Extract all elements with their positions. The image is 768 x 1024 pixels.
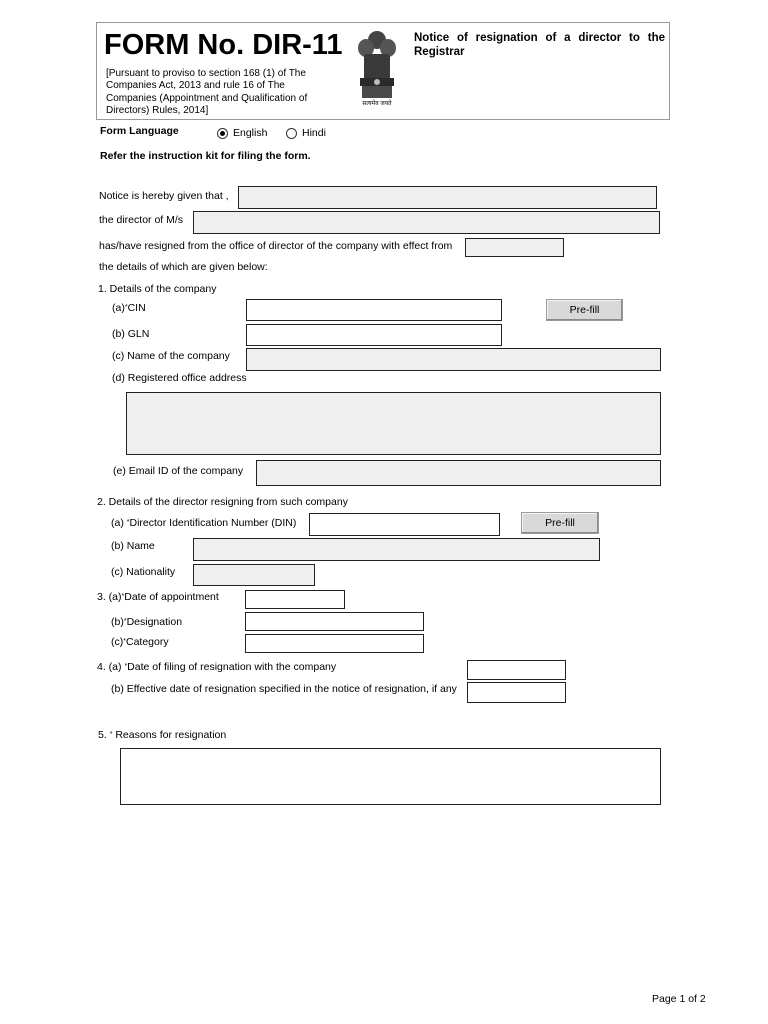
prefill-director-button[interactable]: Pre-fill (521, 512, 599, 534)
company-email-field[interactable] (256, 460, 661, 486)
nationality-field[interactable] (193, 564, 315, 586)
radio-hindi[interactable] (286, 128, 297, 139)
form-language-label: Form Language (100, 125, 179, 137)
effective-date-field[interactable] (467, 682, 566, 703)
director-of-label: the director of M/s (99, 214, 184, 226)
prefill-company-button[interactable]: Pre-fill (546, 299, 623, 321)
radio-english-label: English (233, 127, 268, 139)
legal-basis: [Pursuant to proviso to section 168 (1) of The Companies Act, 2013 and rule 16 of The Companies (Appointment and Qualification of Directors) Rules, 2014] (106, 68, 308, 117)
reasons-textarea[interactable] (120, 748, 661, 805)
notice-title: Notice of resignation of a director to the Registrar (414, 32, 665, 58)
resigned-label: has/have resigned from the office of director of the company with effect from (99, 240, 453, 252)
nationality-label: (c) Nationality (111, 566, 176, 578)
section1-title: 1. Details of the company (98, 283, 217, 295)
designation-select[interactable] (245, 612, 424, 631)
filing-date-field[interactable] (467, 660, 566, 680)
director-name-label: (b) Name (111, 540, 155, 552)
section2-title: 2. Details of the director resigning from such company (97, 496, 348, 508)
appointment-date-field[interactable] (245, 590, 345, 609)
radio-english[interactable] (217, 128, 228, 139)
page-number: Page 1 of 2 (652, 993, 706, 1005)
gln-label: (b) GLN (112, 328, 150, 340)
registered-address-field[interactable] (126, 392, 661, 455)
director-name-field[interactable] (238, 186, 657, 209)
instruction-text: Refer the instruction kit for filing the form. (100, 150, 311, 162)
designation-label: (b)*Designation (111, 616, 183, 628)
effect-from-date-field[interactable] (465, 238, 564, 257)
appointment-label: 3. (a)*Date of appointment (97, 591, 219, 603)
category-select[interactable] (245, 634, 424, 653)
din-label: (a) *Director Identification Number (DIN) (111, 517, 297, 529)
emblem-caption: सत्यमेव जयते (362, 101, 392, 107)
email-label: (e) Email ID of the company (113, 465, 244, 477)
address-label: (d) Registered office address (112, 372, 247, 384)
category-label: (c)*Category (111, 636, 169, 648)
notice-given-label: Notice is hereby given that , (99, 190, 229, 202)
cin-label: (a)*CIN (112, 302, 146, 314)
effective-date-label: (b) Effective date of resignation specified in the notice of resignation, if any (111, 683, 457, 695)
company-name-label: (c) Name of the company (112, 350, 230, 362)
form-title: FORM No. DIR-11 (104, 29, 343, 61)
cin-field[interactable] (246, 299, 502, 321)
radio-hindi-label: Hindi (302, 127, 326, 139)
filing-date-label: 4. (a) *Date of filing of resignation with the company (97, 661, 337, 673)
reasons-label: 5. * Reasons for resignation (98, 729, 227, 741)
din-field[interactable] (309, 513, 500, 536)
director-name-prefilled-field[interactable] (193, 538, 600, 561)
gln-field[interactable] (246, 324, 502, 346)
company-name-prefilled-field[interactable] (246, 348, 661, 371)
company-name-field[interactable] (193, 211, 660, 234)
details-below-label: the details of which are given below: (99, 261, 268, 273)
